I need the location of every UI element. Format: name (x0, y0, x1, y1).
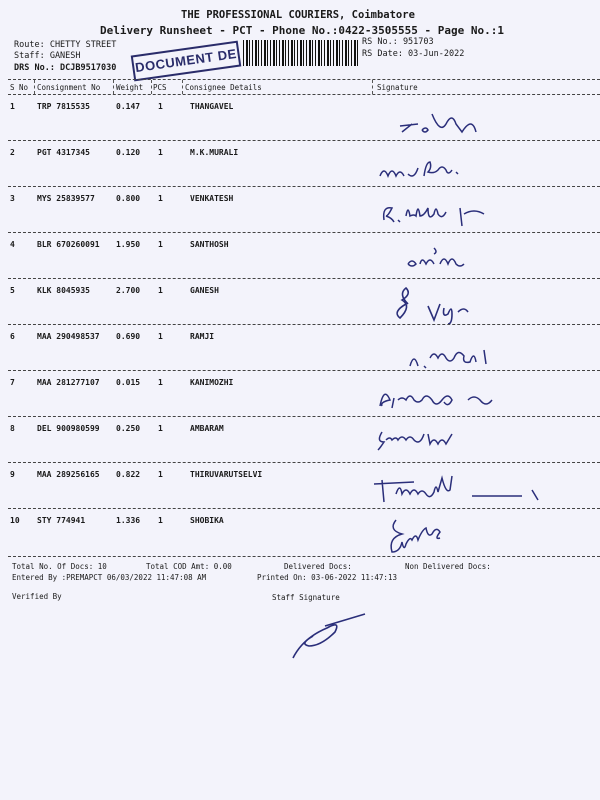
row-consignee: AMBARAM (190, 424, 224, 433)
row-divider (8, 462, 600, 463)
row-sno: 6 (10, 332, 15, 341)
row-consignee: VENKATESH (190, 194, 234, 203)
verified-by: Verified By (12, 592, 62, 601)
row-divider (8, 186, 600, 187)
signature-mark (372, 102, 572, 142)
col-signature: Signature (377, 83, 418, 92)
non-delivered-docs: Non Delivered Docs: (405, 562, 491, 571)
row-consignment: BLR 670260091 (37, 240, 100, 249)
table-row (0, 510, 600, 556)
row-consignee: RAMJI (190, 332, 215, 341)
row-pcs: 1 (158, 240, 163, 249)
row-sno: 1 (10, 102, 15, 111)
row-weight: 0.147 (116, 102, 141, 111)
row-consignment: DEL 900980599 (37, 424, 100, 433)
col-sno: S No (10, 83, 29, 92)
row-consignee: THIRUVARUTSELVI (190, 470, 263, 479)
col-pcs: PCS (153, 83, 167, 92)
row-weight: 0.015 (116, 378, 141, 387)
row-pcs: 1 (158, 148, 163, 157)
row-consignee: SHOBIKA (190, 516, 224, 525)
signature-mark (372, 378, 572, 418)
row-sno: 4 (10, 240, 15, 249)
col-separator (151, 80, 152, 94)
staff-label: Staff: GANESH (14, 51, 81, 61)
row-divider (8, 324, 600, 325)
row-pcs: 1 (158, 378, 163, 387)
signature-mark (372, 148, 572, 188)
row-weight: 1.336 (116, 516, 141, 525)
row-pcs: 1 (158, 332, 163, 341)
printed-on: Printed On: 03-06-2022 11:47:13 (257, 573, 397, 582)
row-weight: 2.700 (116, 286, 141, 295)
total-docs: Total No. Of Docs: 10 (12, 562, 107, 571)
table-row (0, 234, 600, 280)
table-row (0, 418, 600, 464)
row-sno: 7 (10, 378, 15, 387)
total-cod: Total COD Amt: 0.00 (146, 562, 232, 571)
row-consignment: KLK 8045935 (37, 286, 90, 295)
col-weight: Weight (116, 83, 144, 92)
row-consignment: MAA 289256165 (37, 470, 100, 479)
row-consignee: THANGAVEL (190, 102, 234, 111)
divider (8, 94, 600, 95)
row-weight: 0.800 (116, 194, 141, 203)
col-separator (372, 80, 373, 94)
row-divider (8, 140, 600, 141)
row-pcs: 1 (158, 194, 163, 203)
row-weight: 0.250 (116, 424, 141, 433)
col-consignee: Consignee Details (185, 83, 262, 92)
row-divider (8, 508, 600, 509)
rs-number: RS No.: 951703 (362, 37, 434, 47)
delivered-docs: Delivered Docs: (284, 562, 352, 571)
row-divider (8, 416, 600, 417)
row-consignment: MAA 290498537 (37, 332, 100, 341)
row-consignee: GANESH (190, 286, 219, 295)
row-consignment: MYS 25839577 (37, 194, 95, 203)
drs-number: DRS No.: DCJB9517030 (14, 63, 117, 73)
table-row (0, 96, 600, 142)
signature-mark (372, 194, 572, 234)
row-consignee: M.K.MURALI (190, 148, 239, 157)
table-row (0, 326, 600, 372)
row-divider (8, 232, 600, 233)
divider (8, 79, 600, 80)
signature-mark (372, 424, 572, 464)
table-row (0, 280, 600, 326)
col-consignment: Consignment No (37, 83, 101, 92)
row-consignment: TRP 7815535 (37, 102, 90, 111)
row-consignment: PGT 4317345 (37, 148, 90, 157)
document-title: THE PROFESSIONAL COURIERS, Coimbatore (181, 9, 415, 21)
table-row (0, 188, 600, 234)
row-pcs: 1 (158, 286, 163, 295)
row-weight: 0.120 (116, 148, 141, 157)
signature-mark (372, 470, 572, 510)
col-separator (182, 80, 183, 94)
row-weight: 1.950 (116, 240, 141, 249)
row-divider (8, 370, 600, 371)
row-consignment: MAA 281277107 (37, 378, 100, 387)
row-pcs: 1 (158, 102, 163, 111)
row-sno: 9 (10, 470, 15, 479)
row-consignee: SANTHOSH (190, 240, 229, 249)
staff-signature-label: Staff Signature (272, 593, 340, 602)
runsheet-subtitle: Delivery Runsheet - PCT - Phone No.:0422-3505555 - Page No.:1 (100, 24, 504, 37)
row-pcs: 1 (158, 470, 163, 479)
signature-mark (372, 332, 572, 372)
divider (8, 556, 600, 557)
row-sno: 8 (10, 424, 15, 433)
signature-mark (372, 286, 572, 326)
row-weight: 0.822 (116, 470, 141, 479)
document-stamp: DOCUMENT DE (131, 41, 242, 82)
row-pcs: 1 (158, 516, 163, 525)
row-divider (8, 278, 600, 279)
row-sno: 2 (10, 148, 15, 157)
row-consignee: KANIMOZHI (190, 378, 234, 387)
row-weight: 0.690 (116, 332, 141, 341)
row-sno: 5 (10, 286, 15, 295)
signature-mark (372, 516, 572, 556)
row-sno: 10 (10, 516, 20, 525)
route-label: Route: CHETTY STREET (14, 40, 117, 50)
row-pcs: 1 (158, 424, 163, 433)
table-row (0, 372, 600, 418)
col-separator (113, 80, 114, 94)
signature-mark (372, 240, 572, 280)
staff-signature-mark (285, 602, 375, 662)
row-sno: 3 (10, 194, 15, 203)
barcode (243, 40, 358, 66)
col-separator (34, 80, 35, 94)
row-consignment: STY 774941 (37, 516, 86, 525)
table-row (0, 142, 600, 188)
entered-by: Entered By :PREMAPCT 06/03/2022 11:47:08 AM (12, 573, 207, 582)
table-row (0, 464, 600, 510)
rs-date: RS Date: 03-Jun-2022 (362, 49, 465, 59)
